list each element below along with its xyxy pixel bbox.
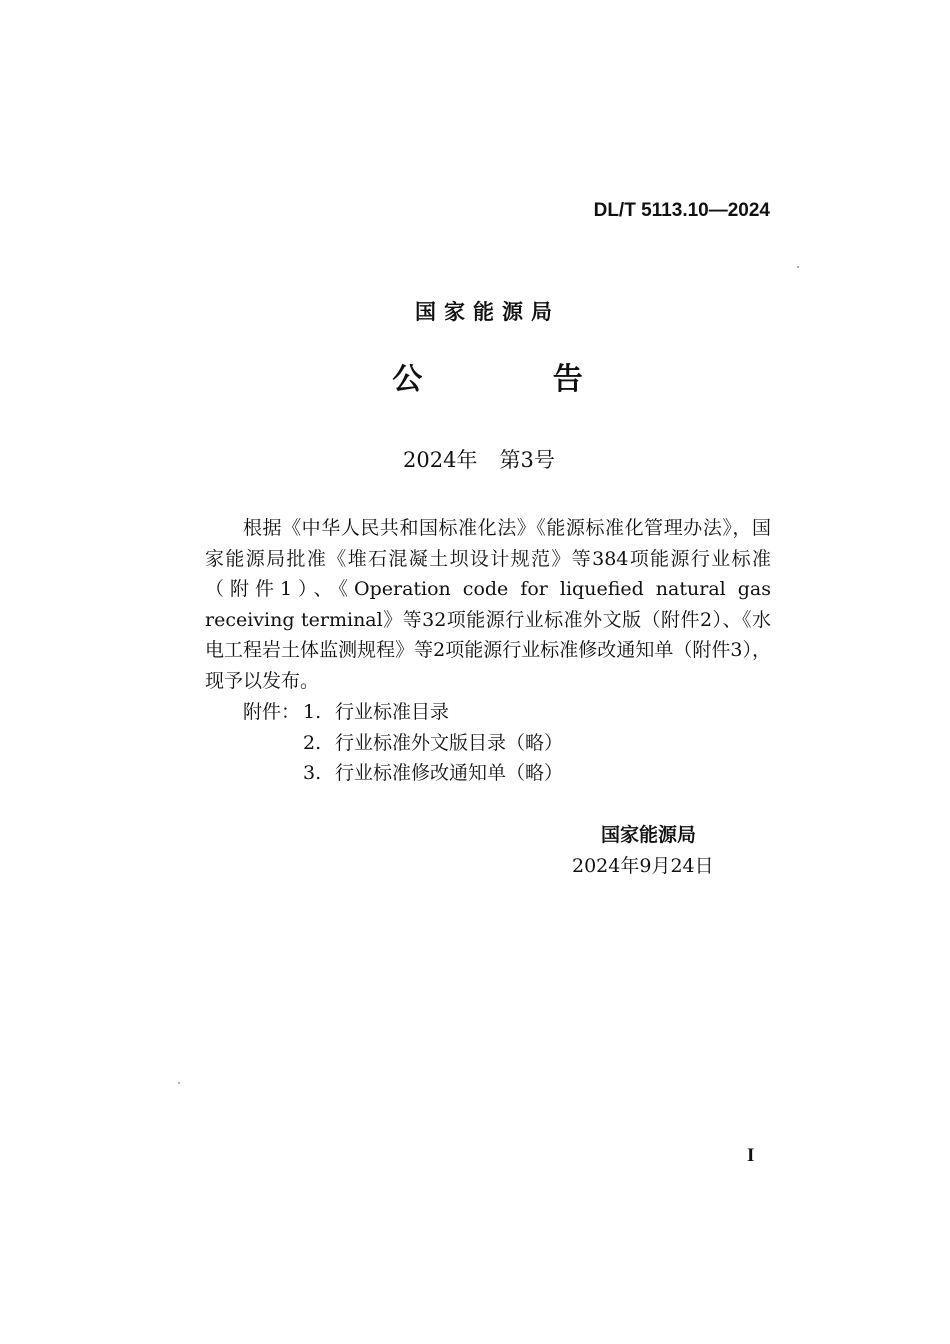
document-type-title: 公 告 — [392, 362, 643, 397]
page-number: I — [747, 1145, 755, 1166]
attachment-number: 2. — [303, 731, 322, 754]
signature-date: 2024年9月24日 — [572, 855, 714, 877]
signature-organization: 国家能源局 — [601, 824, 697, 846]
attachment-number: 3. — [303, 762, 322, 784]
issue-sequence: 第3号 — [499, 448, 555, 472]
attachment-text: 行业标准修改通知单（略） — [335, 762, 564, 784]
attachment-item — [243, 758, 563, 789]
attachment-item — [243, 697, 563, 728]
attachment-item — [243, 728, 563, 759]
attachment-label: 附件： — [243, 701, 301, 723]
attachment-number: 1. — [303, 701, 322, 723]
issuer-title: 国家能源局 — [415, 300, 560, 324]
issue-number — [403, 444, 555, 474]
announcement-body: 根据《中华人民共和国标准化法》《能源标准化管理办法》，国家能源局批准《堆石混凝土坝设计规范》等384项能源行业标准（附件1）、《Operation code for liquefied natural gas receiving terminal》等32项能源行业标准外文版（附件2）、《水电工程岩土体监测规程》等2项能源行业标准修改通知单（附件3），现予以发布。 — [205, 517, 771, 692]
scan-speck — [797, 266, 799, 268]
attachment-list — [243, 697, 563, 789]
issue-year: 2024年 — [403, 448, 478, 472]
scan-speck — [178, 1082, 180, 1084]
attachment-text: 行业标准外文版目录（略） — [335, 731, 564, 754]
attachment-text: 行业标准目录 — [335, 701, 450, 723]
standard-code: DL/T 5113.10—2024 — [593, 200, 770, 221]
